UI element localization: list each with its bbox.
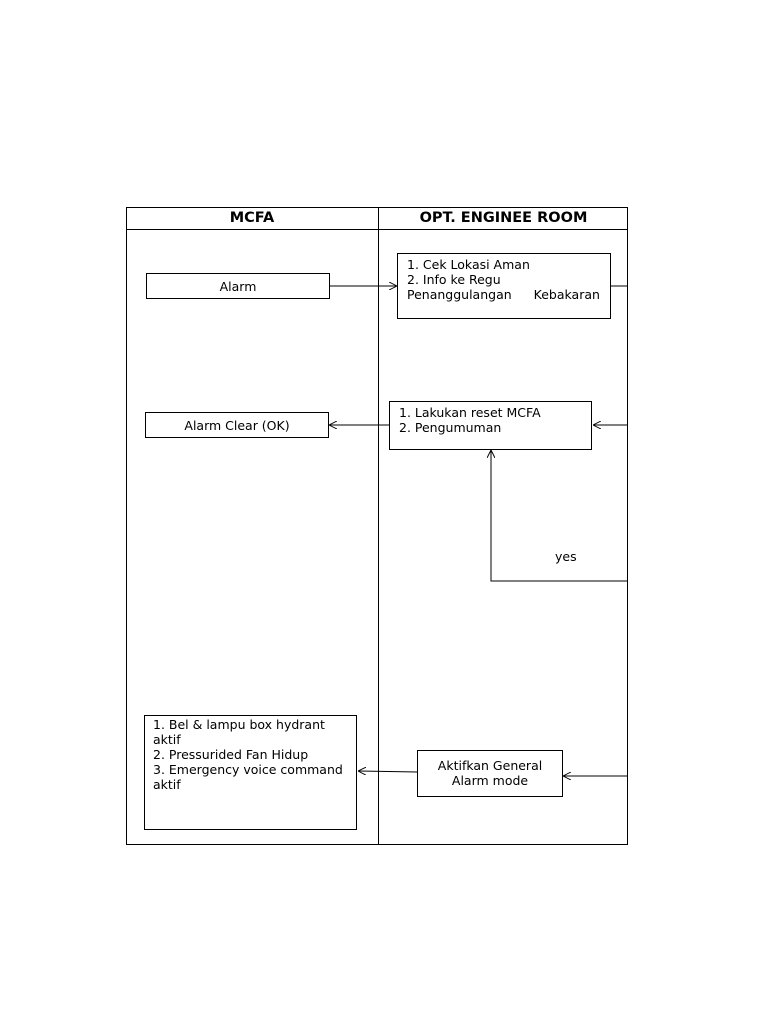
node-cek-lokasi-line3-b: Kebakaran — [533, 287, 600, 302]
node-cek-lokasi — [397, 253, 611, 319]
lane-title-mcfa: MCFA — [229, 210, 275, 226]
node-alarm-label: Alarm — [219, 278, 257, 294]
node-alarm-clear-label: Alarm Clear (OK) — [184, 417, 290, 433]
node-actions-line4: 3. Emergency voice command — [153, 762, 343, 777]
node-alarm-clear — [145, 412, 329, 438]
node-alarm — [146, 273, 330, 299]
node-reset-line2: 2. Pengumuman — [399, 420, 502, 435]
node-actions-line1: 1. Bel & lampu box hydrant — [153, 717, 325, 732]
node-cek-lokasi-line2: 2. Info ke Regu — [407, 272, 501, 287]
node-reset — [389, 401, 592, 450]
node-general-alarm-line2: Alarm mode — [451, 773, 529, 788]
lane-title-engineer-room: OPT. ENGINEE ROOM — [419, 210, 588, 226]
node-cek-lokasi-line3-a: Penanggulangan — [407, 287, 512, 302]
node-cek-lokasi-line1: 1. Cek Lokasi Aman — [407, 257, 530, 272]
node-actions-line3: 2. Pressurided Fan Hidup — [153, 747, 309, 762]
node-general-alarm — [417, 750, 563, 797]
node-actions — [144, 715, 357, 830]
node-reset-line1: 1. Lakukan reset MCFA — [399, 405, 541, 420]
node-general-alarm-line1: Aktifkan General — [437, 758, 543, 773]
edge-label-yes: yes — [555, 549, 577, 564]
arrow-general-alarm-to-actions — [358, 771, 417, 772]
node-actions-line5: aktif — [153, 777, 181, 792]
node-cek-lokasi-line3 — [407, 287, 610, 302]
node-actions-line2: aktif — [153, 732, 181, 747]
